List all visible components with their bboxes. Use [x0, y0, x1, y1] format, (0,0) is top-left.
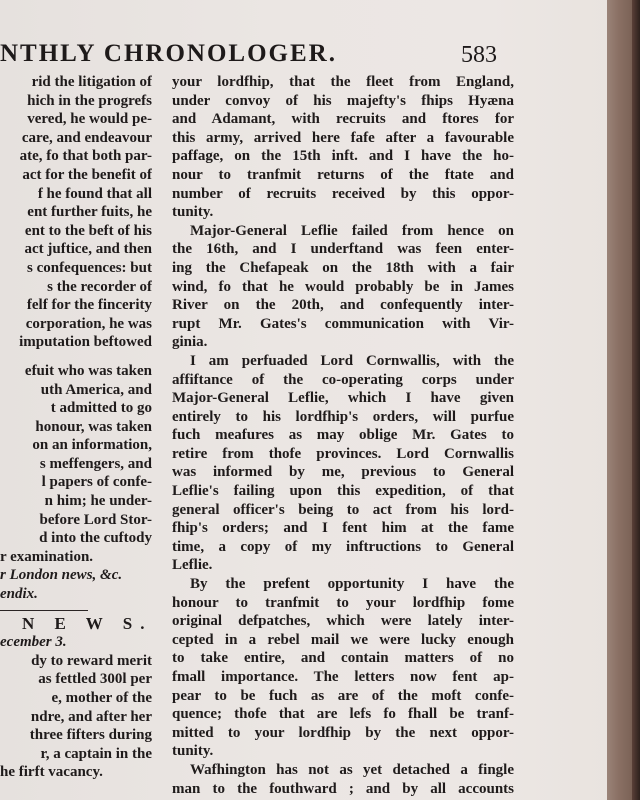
text-line: cepted in a rebel mail we were lucky enough — [172, 631, 514, 648]
text-line: ent to the beft of his — [24, 222, 152, 239]
text-line: honour to tranfmit to your lordfhip fome — [172, 594, 514, 611]
text-line: as fettled 300l per — [38, 671, 152, 688]
text-line: to take entire, and contain matters of no — [172, 650, 514, 667]
italic-note — [0, 566, 152, 603]
text-line: I am perfuaded Lord Cornwallis, with the — [190, 352, 514, 369]
text-line: Wafhington has not as yet detached a fingle — [190, 761, 514, 778]
text-line: was informed by me, previous to General — [172, 464, 514, 481]
left-column — [0, 73, 152, 782]
text-line: he firft vacancy. — [0, 764, 103, 781]
text-line: before Lord Stor- — [39, 511, 152, 528]
text-line: e, mother of the — [51, 690, 152, 706]
text-line: nour to tranfmit returns of the ftate and — [172, 166, 514, 183]
text-line: mitted to your lordfhip by the next oppor- — [172, 724, 514, 741]
text-line: River on the 20th, and confequently inter- — [172, 297, 514, 314]
text-line: imputation beftowed — [19, 334, 152, 351]
text-line: s meffengers, and — [39, 455, 152, 472]
text-line: your lordfhip, that the fleet from England, — [172, 74, 514, 90]
page-header — [0, 40, 520, 74]
text-line: Leflie. — [172, 557, 213, 574]
text-line: l papers of confe- — [41, 474, 152, 491]
text-line: ginia. — [172, 334, 208, 351]
text-line: retire from thofe provinces. Lord Cornwallis — [172, 445, 514, 462]
text-line: and Adamant, with recruits and ftores for — [172, 111, 514, 128]
text-line: man to the fouthward ; and by all accounts — [172, 780, 514, 797]
text-line: ndre, and after her — [30, 708, 152, 725]
text-line: entirely to his lordfhip's orders, will purfue — [172, 408, 514, 425]
text-line: wind, fo that he would probably be in James — [172, 278, 514, 295]
text-line: rupt Mr. Gates's communication with Vir- — [172, 315, 514, 332]
text-line: tunity. — [172, 743, 214, 760]
text-line: pear to be fuch as are of the moft confe- — [172, 687, 514, 704]
text-line: r examination. — [0, 548, 94, 565]
text-line: original defpatches, which were lately inter- — [172, 613, 514, 630]
text-line: ate, fo that both par- — [19, 148, 152, 165]
text-line: general officer's being to act from his lord- — [172, 501, 514, 518]
text-line: d into the cuftody — [39, 530, 152, 547]
text-line: fhip's orders; and I fent him at the fame — [172, 520, 514, 537]
text-line: s the recorder of — [47, 278, 152, 295]
text-line: number of recruits received by this oppor- — [172, 185, 514, 202]
text-line: affiftance of the co-operating corps under — [172, 371, 514, 388]
text-line: ent further fuits, he — [27, 204, 152, 221]
text-line: f he found that all — [37, 185, 152, 202]
paragraph-cornwallis — [172, 352, 514, 575]
text-line: s confequences: but — [26, 259, 152, 276]
text-line: endix. — [0, 586, 38, 603]
section-heading: N E W S. — [22, 614, 152, 633]
text-line: this army, arrived here fafe after a favourable — [172, 129, 514, 146]
text-line: fmall importance. The letters now fent ap- — [172, 669, 514, 685]
text-line: quence; thofe that are lefs fo fhall be tranf- — [172, 706, 514, 723]
text-line: dy to reward merit — [31, 652, 152, 669]
text-line: By the prefent opportunity I have the — [190, 576, 514, 593]
text-line: n him; he under- — [44, 493, 152, 510]
text-line: ing the Chefapeak on the 18th with a fair — [172, 259, 514, 276]
text-line: fuch meafures as may oblige Mr. Gates to — [172, 427, 514, 444]
text-line: paffage, on the 15th inft. and I have the ho- — [172, 148, 514, 165]
text-line: on an information, — [32, 437, 152, 454]
left-text-block-2 — [0, 362, 152, 567]
left-text-block-3 — [0, 652, 152, 782]
running-title: NTHLY CHRONOLOGER. — [0, 40, 337, 67]
section-divider — [0, 610, 88, 611]
text-line: corporation, he was — [25, 315, 152, 332]
text-line: rid the litigation of — [31, 74, 152, 90]
text-line: r London news, &c. — [0, 567, 123, 584]
paragraph-leslie-sailed — [172, 222, 514, 352]
text-line: felf for the fincerity — [26, 297, 152, 314]
text-line: t admitted to go — [50, 400, 152, 417]
paragraph-fleet-arrival — [172, 73, 514, 222]
text-line: time, a copy of my inftructions to General — [172, 538, 514, 555]
left-text-block-1 — [0, 73, 152, 352]
text-line: Major-General Leflie failed from hence on — [190, 222, 514, 239]
page-edge-shadow — [632, 0, 640, 800]
page-number: 583 — [461, 42, 497, 68]
text-line: care, and endeavour — [21, 129, 152, 146]
text-line: Leflie's failing upon this expedition, of that — [172, 483, 514, 500]
text-line: under convoy of his majefty's fhips Hyæna — [172, 92, 514, 109]
text-line: tunity. — [172, 204, 214, 221]
text-line: efuit who was taken — [24, 362, 152, 379]
text-line: vered, he would pe- — [27, 111, 152, 128]
text-line: uth America, and — [40, 381, 152, 398]
right-column — [172, 73, 514, 798]
text-line: hich in the progrefs — [27, 92, 152, 109]
text-line: act juftice, and then — [24, 241, 152, 258]
text-line: r, a captain in the — [40, 745, 152, 762]
paragraph-despatches — [172, 575, 514, 761]
text-line: act for the benefit of — [22, 166, 152, 183]
text-line: honour, was taken — [35, 418, 152, 435]
text-line: Major-General Leflie, which I have given — [172, 390, 514, 407]
paragraph-washington — [172, 761, 514, 798]
text-line: the 16th, and I underftand was feen enter- — [172, 241, 514, 258]
dateline: ecember 3. — [0, 634, 67, 651]
text-line: three fifters during — [29, 727, 152, 744]
